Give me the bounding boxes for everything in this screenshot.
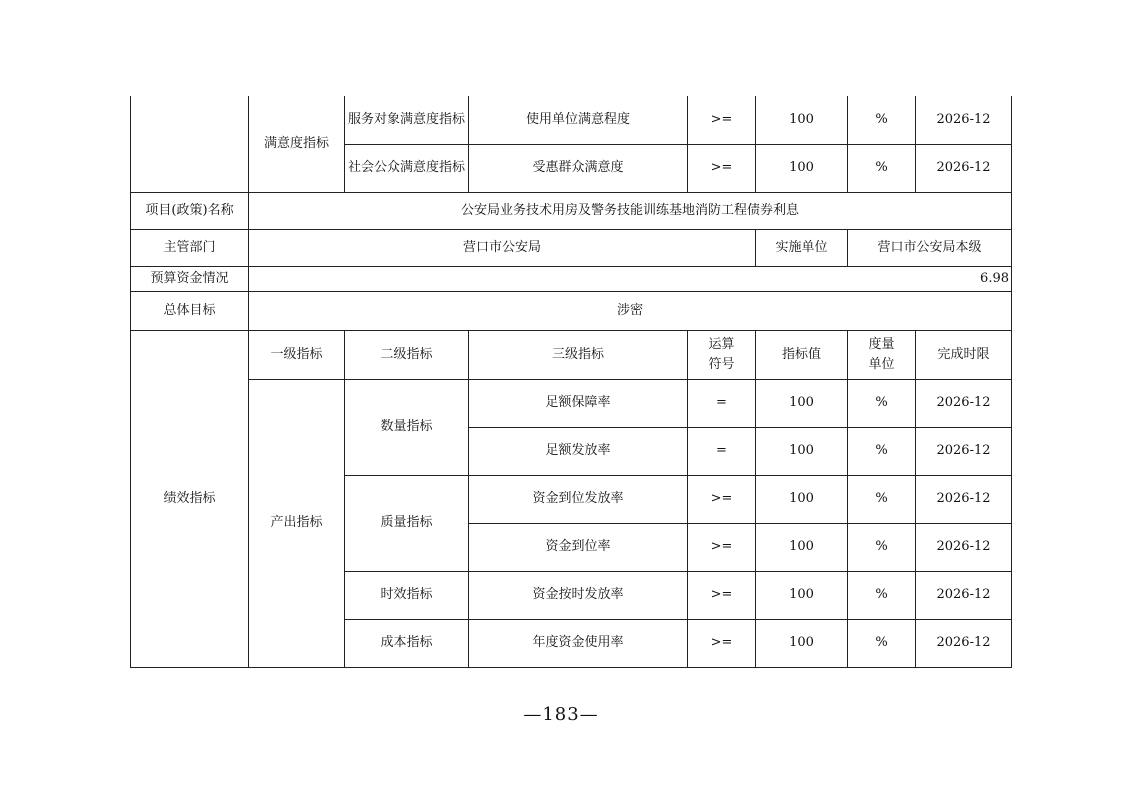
- unit-cell: %: [848, 523, 916, 571]
- empty-cell: [131, 96, 249, 192]
- unit-cell: %: [848, 619, 916, 667]
- header-operator-line1: 运算: [708, 336, 735, 352]
- unit-cell: %: [848, 427, 916, 475]
- overall-goal-label: 总体目标: [131, 291, 249, 330]
- header-level2: 二级指标: [345, 330, 469, 379]
- deadline-cell: 2026-12: [916, 619, 1012, 667]
- budget-label: 预算资金情况: [131, 266, 249, 291]
- deadline-cell: 2026-12: [916, 475, 1012, 523]
- deadline-cell: 2026-12: [916, 427, 1012, 475]
- level3-indicator-cell: 受惠群众满意度: [469, 144, 688, 192]
- target-value-cell: 100: [756, 427, 848, 475]
- overall-goal-value: 涉密: [249, 291, 1012, 330]
- operator-cell: >=: [688, 571, 756, 619]
- table-row: [131, 266, 1012, 291]
- unit-cell: %: [848, 96, 916, 144]
- operator-cell: >=: [688, 619, 756, 667]
- header-level3: 三级指标: [469, 330, 688, 379]
- operator-cell: >=: [688, 96, 756, 144]
- target-value-cell: 100: [756, 379, 848, 427]
- level3-indicator-cell: 资金到位发放率: [469, 475, 688, 523]
- header-unit: [848, 330, 916, 379]
- department-value: 营口市公安局: [249, 229, 756, 266]
- level2-indicator-cell: 服务对象满意度指标: [345, 96, 469, 144]
- table-row: [131, 379, 1012, 427]
- unit-cell: %: [848, 379, 916, 427]
- level2-indicator-cell: 社会公众满意度指标: [345, 144, 469, 192]
- timeliness-indicator-cell: 时效指标: [345, 571, 469, 619]
- deadline-cell: 2026-12: [916, 523, 1012, 571]
- level3-indicator-cell: 年度资金使用率: [469, 619, 688, 667]
- target-value-cell: 100: [756, 144, 848, 192]
- target-value-cell: 100: [756, 619, 848, 667]
- output-indicator-cell: 产出指标: [249, 379, 345, 667]
- unit-cell: %: [848, 571, 916, 619]
- operator-cell: >=: [688, 523, 756, 571]
- target-value-cell: 100: [756, 96, 848, 144]
- level3-indicator-cell: 资金按时发放率: [469, 571, 688, 619]
- table-row: [131, 229, 1012, 266]
- table-row: [131, 96, 1012, 144]
- header-deadline: 完成时限: [916, 330, 1012, 379]
- header-unit-line2: 单位: [868, 356, 895, 372]
- level3-indicator-cell: 足额发放率: [469, 427, 688, 475]
- level3-indicator-cell: 资金到位率: [469, 523, 688, 571]
- operator-cell: >=: [688, 144, 756, 192]
- performance-indicators-label: 绩效指标: [131, 330, 249, 667]
- operator-cell: =: [688, 427, 756, 475]
- department-label: 主管部门: [131, 229, 249, 266]
- target-value-cell: 100: [756, 523, 848, 571]
- deadline-cell: 2026-12: [916, 379, 1012, 427]
- unit-cell: %: [848, 475, 916, 523]
- deadline-cell: 2026-12: [916, 571, 1012, 619]
- header-unit-line1: 度量: [868, 336, 895, 352]
- table-row: [131, 291, 1012, 330]
- project-name-label: 项目(政策)名称: [131, 192, 249, 229]
- target-value-cell: 100: [756, 475, 848, 523]
- budget-value: 6.98: [249, 266, 1012, 291]
- header-operator: [688, 330, 756, 379]
- unit-cell: %: [848, 144, 916, 192]
- table-header-row: [131, 330, 1012, 379]
- page-number: —183—: [523, 704, 599, 725]
- level3-indicator-cell: 足额保障率: [469, 379, 688, 427]
- level3-indicator-cell: 使用单位满意程度: [469, 96, 688, 144]
- deadline-cell: 2026-12: [916, 144, 1012, 192]
- implementing-unit-label: 实施单位: [756, 229, 848, 266]
- target-value-cell: 100: [756, 571, 848, 619]
- header-operator-line2: 符号: [708, 356, 735, 372]
- table-row: [131, 192, 1012, 229]
- operator-cell: >=: [688, 475, 756, 523]
- operator-cell: =: [688, 379, 756, 427]
- deadline-cell: 2026-12: [916, 96, 1012, 144]
- cost-indicator-cell: 成本指标: [345, 619, 469, 667]
- project-name-value: 公安局业务技术用房及警务技能训练基地消防工程债券利息: [249, 192, 1012, 229]
- header-target-value: 指标值: [756, 330, 848, 379]
- quantity-indicator-cell: 数量指标: [345, 379, 469, 475]
- performance-target-table: [130, 96, 1012, 668]
- header-level1: 一级指标: [249, 330, 345, 379]
- implementing-unit-value: 营口市公安局本级: [848, 229, 1012, 266]
- quality-indicator-cell: 质量指标: [345, 475, 469, 571]
- level1-indicator-cell: 满意度指标: [249, 96, 345, 192]
